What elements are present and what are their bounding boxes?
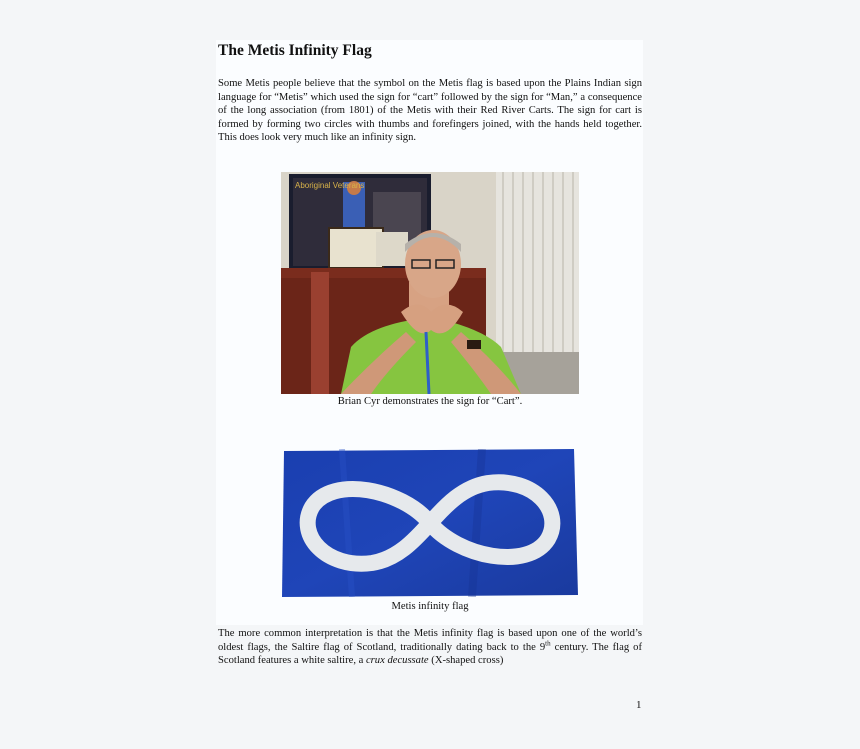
metis-flag-image	[282, 449, 578, 597]
crux-decussate-term: crux decussate	[365, 655, 429, 667]
superscript-th: th	[545, 639, 551, 648]
paragraph-saltire-part3: (X-shaped cross)	[428, 655, 504, 667]
page-number: 1	[636, 699, 642, 711]
photo-brian-cyr	[281, 172, 579, 394]
paragraph-saltire-part1: The more common interpretation is that the Metis infinity flag is based upon one of the world’s oldest flags, the Saltire flag of Scotland, traditionally dating back to the 9	[218, 628, 642, 653]
paragraph-saltire-part2: century. The flag of Scotland features a white saltire, a	[218, 641, 642, 667]
paragraph-saltire	[218, 627, 642, 668]
flag-caption: Metis infinity flag	[391, 601, 469, 612]
document-title: The Metis Infinity Flag	[218, 42, 372, 59]
photo-caption: Brian Cyr demonstrates the sign for “Cart”.	[337, 396, 523, 407]
poster-text: Aboriginal Veterans	[295, 181, 365, 190]
paragraph-intro: Some Metis people believe that the symbol on the Metis flag is based upon the Plains Indian sign language for “Metis” which used the sign for “cart” followed by the sign for “Man,” a consequence of the long association (from 1801) of the Metis with their Red River Carts. The sign for cart is formed by forming two circles with thumbs and forefingers joined, with the hands held together. This does look very much like an infinity sign.	[218, 78, 642, 144]
